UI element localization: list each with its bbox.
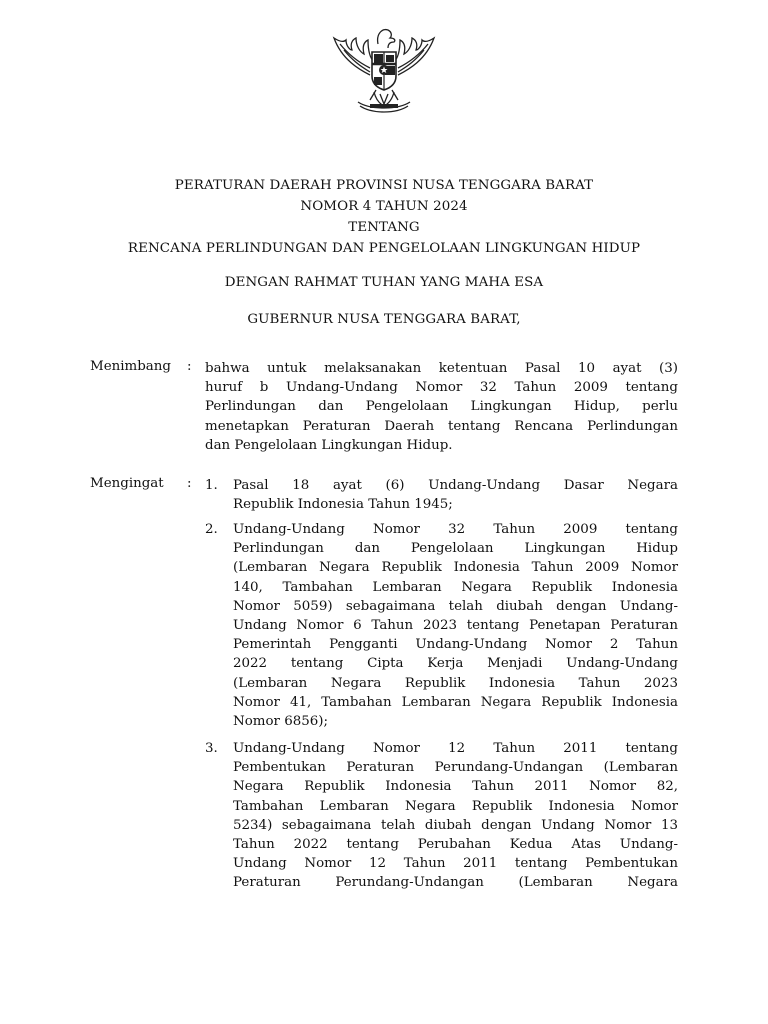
menimbang-paragraph: [205, 359, 678, 455]
paragraph-line: Undang Nomor 6 Tahun 2023 tentang Penetapan Peraturan: [233, 617, 678, 633]
paragraph-line: dan Pengelolaan Lingkungan Hidup.: [205, 437, 453, 453]
paragraph-line: Nomor 5059) sebagaimana telah diubah dengan Undang-: [233, 598, 678, 614]
paragraph-line: Undang-Undang Nomor 32 Tahun 2009 tentang: [233, 522, 678, 537]
paragraph-line: Negara Republik Indonesia Tahun 2011 Nomor 82,: [233, 779, 678, 795]
paragraph-line: bahwa untuk melaksanakan ketentuan Pasal 10 ayat (3): [205, 361, 678, 376]
paragraph-line: Peraturan Perundang-Undangan (Lembaran Negara: [233, 875, 678, 891]
list-item-number: 3.: [205, 741, 218, 756]
regulation-about: TENTANG: [348, 220, 420, 235]
list-item-number: 2.: [205, 522, 218, 537]
menimbang-label: Menimbang: [90, 359, 171, 374]
list-item: [233, 476, 678, 514]
paragraph-line: Pembentukan Peraturan Perundang-Undangan (Lembaran: [233, 760, 678, 776]
paragraph-line: 5234) sebagaimana telah diubah dengan Undang Nomor 13: [233, 817, 678, 833]
regulation-title: PERATURAN DAERAH PROVINSI NUSA TENGGARA BARAT: [174, 178, 594, 193]
paragraph-line: Perlindungan dan Pengelolaan Lingkungan Hidup: [233, 541, 678, 557]
paragraph-line: Republik Indonesia Tahun 1945;: [233, 497, 453, 513]
menimbang-colon: :: [187, 359, 192, 374]
paragraph-line: (Lembaran Negara Republik Indonesia Tahun 2009 Nomor: [233, 560, 678, 576]
list-item-number: 1.: [205, 478, 218, 493]
paragraph-line: menetapkan Peraturan Daerah tentang Rencana Perlindungan: [205, 418, 678, 434]
regulation-number: NOMOR 4 TAHUN 2024: [300, 199, 468, 214]
paragraph-line: (Lembaran Negara Republik Indonesia Tahun 2023: [233, 675, 678, 691]
paragraph-line: Tahun 2022 tentang Perubahan Kedua Atas Undang-: [233, 836, 678, 852]
mengingat-label: Mengingat: [90, 476, 164, 491]
garuda-emblem-icon: [330, 20, 438, 114]
list-item: [233, 739, 678, 893]
paragraph-line: Nomor 41, Tambahan Lembaran Negara Republik Indonesia: [233, 694, 678, 710]
regulation-subject: RENCANA PERLINDUNGAN DAN PENGELOLAAN LINGKUNGAN HIDUP: [127, 241, 641, 256]
paragraph-line: 140, Tambahan Lembaran Negara Republik Indonesia: [233, 579, 678, 595]
paragraph-line: Tambahan Lembaran Negara Republik Indonesia Nomor: [233, 798, 678, 814]
document-title-block: [0, 175, 768, 330]
paragraph-line: Pemerintah Pengganti Undang-Undang Nomor 2 Tahun: [233, 637, 678, 653]
list-item: [233, 520, 678, 731]
mengingat-colon: :: [187, 476, 192, 491]
paragraph-line: Undang-Undang Nomor 12 Tahun 2011 tentang: [233, 741, 678, 756]
paragraph-line: 2022 tentang Cipta Kerja Menjadi Undang-Undang: [233, 656, 678, 672]
paragraph-line: Undang Nomor 12 Tahun 2011 tentang Pembentukan: [233, 856, 678, 872]
paragraph-line: Perlindungan dan Pengelolaan Lingkungan Hidup, perlu: [205, 399, 678, 415]
paragraph-line: huruf b Undang-Undang Nomor 32 Tahun 2009 tentang: [205, 380, 678, 396]
paragraph-line: Pasal 18 ayat (6) Undang-Undang Dasar Negara: [233, 478, 678, 493]
preamble-governor: GUBERNUR NUSA TENGGARA BARAT,: [247, 312, 521, 327]
paragraph-line: Nomor 6856);: [233, 713, 329, 729]
preamble-blessing: DENGAN RAHMAT TUHAN YANG MAHA ESA: [224, 275, 544, 290]
